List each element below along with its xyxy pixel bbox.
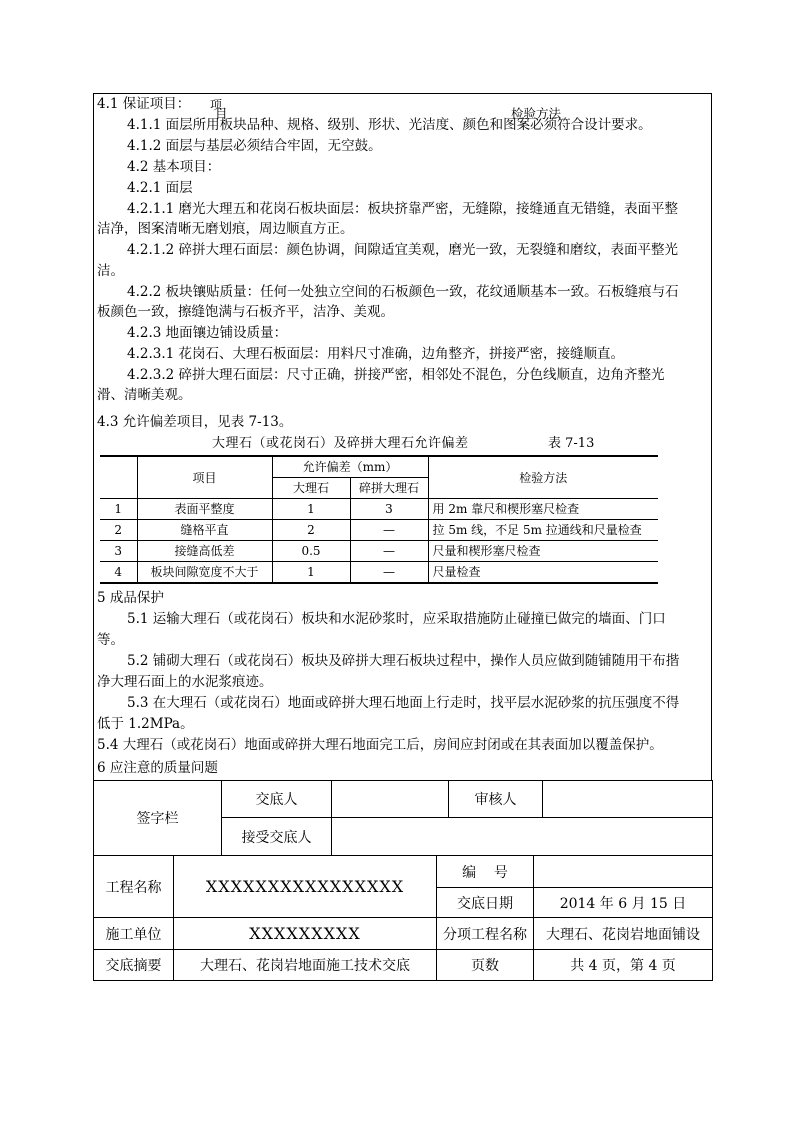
text-line: 洁净，图案清晰无磨划痕，周边顺直方正。: [97, 221, 354, 237]
text-line: 5.4 大理石（或花岗石）地面或碎拼大理石地面完工后，房间应封闭或在其表面加以覆盖保护。: [97, 737, 663, 753]
row-no: 1: [100, 499, 137, 520]
text-line: 5.1 运输大理石（或花岗石）板块和水泥砂浆时，应采取措施防止碰撞已做完的墙面、门口: [127, 611, 666, 627]
row-mosaic: —: [350, 541, 428, 562]
text-line: 6 应注意的质量问题: [97, 760, 218, 776]
reviewer-value[interactable]: [543, 781, 713, 818]
text-line: 4.1.1 面层所用板块品种、规格、级别、形状、光洁度、颜色和图案必须符合设计要求。: [127, 117, 652, 133]
subproject-label: 分项工程名称: [437, 918, 534, 950]
pages-value: 共 4 页，第 4 页: [534, 950, 713, 981]
row-method: 尺量检查: [428, 562, 658, 584]
row-method: 拉 5m 线，不足 5m 拉通线和尺量检查: [428, 520, 658, 541]
row-marble: 1: [272, 499, 350, 520]
row-mosaic: 3: [350, 499, 428, 520]
date-label: 交底日期: [437, 888, 534, 918]
signature-label: 签字栏: [94, 781, 222, 856]
table-row: [100, 499, 658, 520]
text-line: 净大理石面上的水泥浆痕迹。: [97, 674, 273, 690]
text-line: 5.3 在大理石（或花岗石）地面或碎拼大理石地面上行走时，找平层水泥砂浆的抗压强度不得: [127, 695, 680, 711]
text-line: 4.2.1 面层: [127, 180, 193, 196]
tolerance-table: [100, 455, 658, 584]
row-mosaic: —: [350, 562, 428, 584]
overlap-mu: 目: [215, 106, 228, 121]
text-line: 4.2.1.2 碎拼大理石面层：颜色协调，间隙适宜美观，磨光一致，无裂缝和磨纹，表面平整光: [127, 242, 679, 258]
receiver-label: 接受交底人: [222, 818, 332, 856]
table-header-row: [100, 456, 658, 478]
subproject-value: 大理石、花岗岩地面铺设: [534, 918, 713, 950]
number-label: 编 号: [437, 856, 534, 888]
summary-label: 交底摘要: [94, 950, 174, 981]
date-value: 2014 年 6 月 15 日: [534, 888, 713, 918]
row-no: 3: [100, 541, 137, 562]
unit-label: 施工单位: [94, 918, 174, 950]
text-line: 4.2.2 板块镶贴质量：任何一处独立空间的石板颜色一致，花纹通顺基本一致。石板缝痕与石: [127, 284, 679, 300]
summary-value: 大理石、花岗岩地面施工技术交底: [174, 950, 437, 981]
row-item: 板块间隙宽度不大于: [137, 562, 272, 584]
text-line: 4.1.2 面层与基层必须结合牢固，无空鼓。: [127, 138, 382, 154]
text-line: 5 成品保护: [97, 590, 164, 606]
header-method: 检验方法: [428, 456, 658, 499]
row-method: 尺量和楔形塞尺检查: [428, 541, 658, 562]
table-number: 表 7-13: [548, 436, 595, 451]
number-value[interactable]: [534, 856, 713, 888]
text-line: 4.2.1.1 磨光大理五和花岗石板块面层：板块挤靠严密，无缝隙，接缝通直无错缝，表面平整: [127, 201, 679, 217]
reviewer-label: 审核人: [449, 781, 543, 818]
row-item: 表面平整度: [137, 499, 272, 520]
receiver-value[interactable]: [332, 818, 713, 856]
text-line: 洁。: [97, 263, 124, 279]
text-line: 4.2 基本项目：: [127, 159, 221, 175]
pages-label: 页数: [437, 950, 534, 981]
table-row: [100, 520, 658, 541]
text-line: 4.2.3.2 碎拼大理石面层：尺寸正确，拼接严密，相邻处不混色，分色线顺直，边角齐整光: [127, 367, 665, 383]
text-line: 等。: [97, 632, 124, 648]
row-item: 接缝高低差: [137, 541, 272, 562]
text-line: 滑、清晰美观。: [97, 387, 192, 403]
text-line: 4.1 保证项目：: [97, 96, 191, 112]
row-no: 4: [100, 562, 137, 584]
header-mosaic: 碎拼大理石: [350, 478, 428, 499]
text-line: 板颜色一致，擦缝饱满与石板齐平，洁净、美观。: [97, 304, 394, 320]
header-allowed: 允许偏差（mm）: [272, 456, 428, 478]
info-table: [93, 855, 713, 981]
row-no: 2: [100, 520, 137, 541]
table-row: [100, 562, 658, 584]
unit-value: XXXXXXXXX: [174, 918, 437, 950]
header-marble: 大理石: [272, 478, 350, 499]
overlap-method: 检验方法: [511, 106, 562, 121]
row-marble: 0.5: [272, 541, 350, 562]
row-item: 缝格平直: [137, 520, 272, 541]
project-name-value: XXXXXXXXXXXXXXXX: [174, 856, 437, 918]
header-no: [100, 456, 137, 499]
project-name-label: 工程名称: [94, 856, 174, 918]
table-row: [100, 541, 658, 562]
text-line: 5.2 铺砌大理石（或花岗石）板块及碎拼大理石板块过程中，操作人员应做到随铺随用干布揩: [127, 653, 680, 669]
text-line: 4.2.3 地面镶边铺设质量：: [127, 325, 288, 341]
overlap-xiang: 项: [210, 98, 223, 112]
handover-label: 交底人: [222, 781, 332, 818]
row-method: 用 2m 靠尺和楔形塞尺检查: [428, 499, 658, 520]
handover-value[interactable]: [332, 781, 449, 818]
signature-table: [93, 780, 713, 856]
text-line: 4.2.3.1 花岗石、大理石板面层：用料尺寸准确，边角整齐，拼接严密，接缝顺直。: [127, 346, 625, 362]
row-marble: 2: [272, 520, 350, 541]
table-title: 大理石（或花岗石）及碎拼大理石允许偏差: [212, 436, 469, 451]
row-marble: 1: [272, 562, 350, 584]
text-line: 4.3 允许偏差项目，见表 7-13。: [97, 414, 293, 430]
row-mosaic: —: [350, 520, 428, 541]
text-line: 低于 1.2MPa。: [97, 716, 194, 732]
header-item: 项目: [137, 456, 272, 499]
